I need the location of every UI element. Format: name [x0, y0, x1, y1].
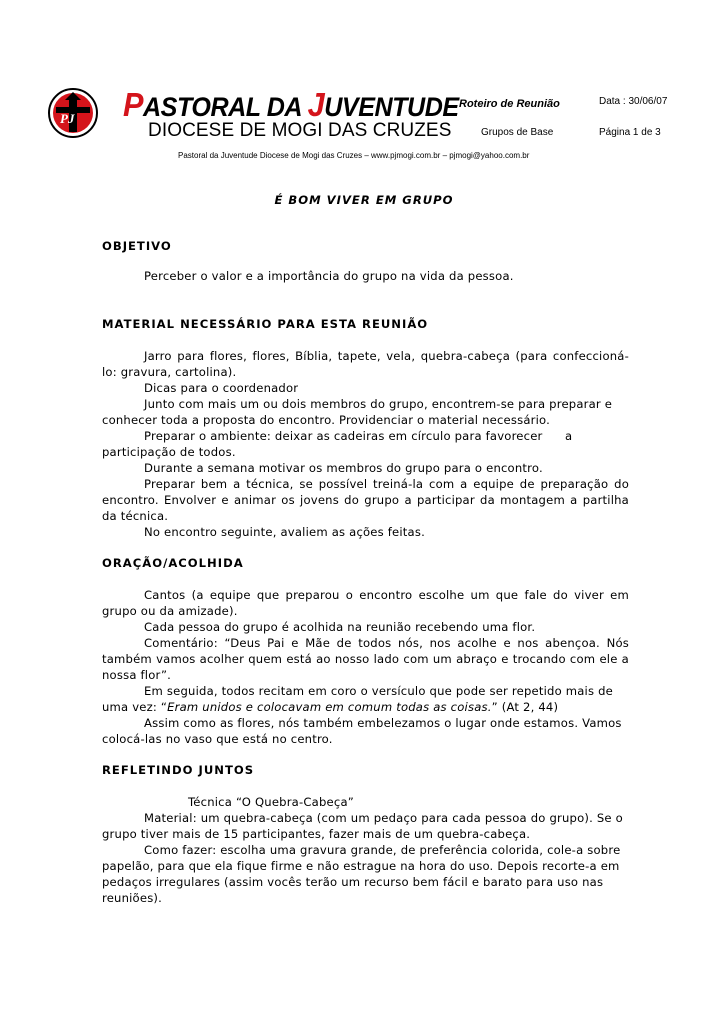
refletindo-line: reuniões). [102, 891, 163, 905]
header-subline: Pastoral da Juventude Diocese de Mogi das Cruzes – www.pjmogi.com.br – pjmogi@yahoo.com.br [178, 151, 530, 160]
material-line: participação de todos. [102, 445, 236, 459]
brand-text-2: UVENTUDE [324, 92, 459, 122]
group-label: Grupos de Base [481, 127, 554, 138]
oracao-verse-line [102, 699, 558, 715]
oracao-line: Comentário: “Deus Pai e Mãe de todos nós, nos acolhe e nos abençoa. Nós [144, 636, 629, 650]
material-line: Dicas para o coordenador [144, 381, 299, 395]
brand-text-1: ASTORAL DA [143, 92, 308, 122]
material-line: Durante a semana motivar os membros do grupo para o encontro. [144, 461, 543, 475]
material-line: lo: gravura, cartolina). [102, 365, 237, 379]
section-heading-refletindo: REFLETINDO JUNTOS [102, 763, 255, 777]
material-line: conhecer toda a proposta do encontro. Providenciar o material necessário. [102, 413, 551, 427]
oracao-line: Cantos (a equipe que preparou o encontro escolhe um que fale do viver em [144, 588, 629, 602]
brand-initial-j: J [307, 86, 325, 123]
doc-date: Data : 30/06/07 [599, 96, 668, 107]
material-line: Preparar bem a técnica, se possível treiná-la com a equipe de preparação do [144, 477, 629, 491]
logo-letters: PJ [60, 111, 75, 126]
section-heading-objetivo: OBJETIVO [102, 239, 172, 253]
diocese-name: DIOCESE DE MOGI DAS CRUZES [148, 120, 452, 141]
material-line: Junto com mais um ou dois membros do grupo, encontrem-se para preparar e [144, 397, 613, 411]
oracao-line: grupo ou da amizade). [102, 604, 238, 618]
oracao-line: nossa flor”. [102, 668, 172, 682]
refletindo-line: pedaços irregulares (assim vocês terão um recurso bem fácil e barato para uso nas [102, 875, 604, 889]
doc-type: Roteiro de Reunião [459, 98, 560, 110]
oracao-line: colocá-las no vaso que está no centro. [102, 732, 333, 746]
material-line: Jarro para flores, flores, Bíblia, tapete, vela, quebra-cabeça (para confeccioná- [144, 349, 629, 363]
refletindo-line: Material: um quebra-cabeça (com um pedaço para cada pessoa do grupo). Se o [144, 811, 623, 825]
oracao-line: Em seguida, todos recitam em coro o versículo que pode ser repetido mais de [144, 684, 613, 698]
objetivo-text: Perceber o valor e a importância do grupo na vida da pessoa. [144, 269, 514, 283]
page-number: Página 1 de 3 [599, 127, 661, 138]
material-line: Preparar o ambiente: deixar as cadeiras em círculo para favorecer [144, 429, 543, 443]
material-line: da técnica. [102, 509, 169, 523]
refletindo-line: papelão, para que ela fique firme e não estrague na hora do uso. Depois recorte-a em [102, 859, 620, 873]
oracao-line: também vamos acolher quem está ao nosso lado com um abraço e trocando com ele a [102, 652, 629, 666]
document-title: É BOM VIVER EM GRUPO [274, 193, 454, 207]
material-line: encontro. Envolver e animar os jovens do grupo a participar da montagem a partilha [102, 493, 629, 507]
refletindo-line: grupo tiver mais de 15 participantes, fazer mais de um quebra-cabeça. [102, 827, 531, 841]
oracao-line: Cada pessoa do grupo é acolhida na reunião recebendo uma flor. [144, 620, 536, 634]
pj-logo-icon [48, 88, 98, 138]
verse-prefix: uma vez: “ [102, 700, 168, 714]
brand-title [123, 86, 459, 124]
oracao-line: Assim como as flores, nós também embelezamos o lugar onde estamos. Vamos [144, 716, 622, 730]
brand-initial-p: P [123, 86, 144, 123]
technique-title: Técnica “O Quebra-Cabeça” [188, 795, 354, 809]
material-line: a [565, 429, 573, 443]
verse-reference: ” (At 2, 44) [491, 700, 559, 714]
section-heading-oracao: ORAÇÃO/ACOLHIDA [102, 556, 244, 570]
material-line: No encontro seguinte, avaliem as ações feitas. [144, 525, 425, 539]
section-heading-material: MATERIAL NECESSÁRIO PARA ESTA REUNIÃO [102, 317, 429, 331]
verse-text: Eram unidos e colocavam em comum todas as coisas. [167, 700, 492, 714]
refletindo-line: Como fazer: escolha uma gravura grande, de preferência colorida, cole-a sobre [144, 843, 621, 857]
